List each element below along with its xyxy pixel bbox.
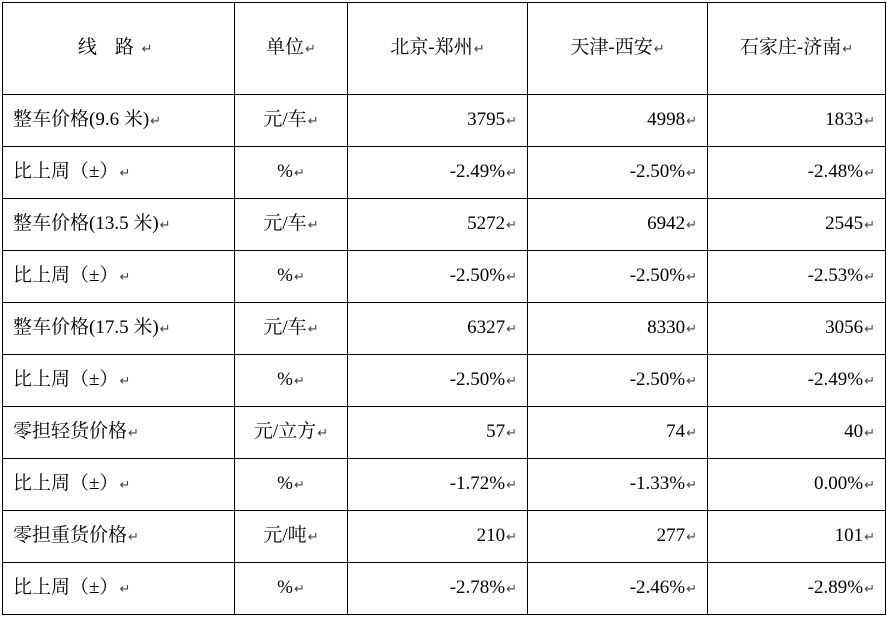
paragraph-mark-icon: ↵ <box>506 426 517 442</box>
paragraph-mark-icon: ↵ <box>119 166 131 182</box>
row-label: 整车价格(9.6 米)↵ <box>3 95 235 147</box>
row-value: -2.53%↵ <box>708 251 886 303</box>
paragraph-mark-icon: ↵ <box>128 426 139 442</box>
paragraph-mark-icon: ↵ <box>119 270 131 286</box>
paragraph-mark-icon: ↵ <box>506 530 517 546</box>
row-value: -2.50%↵ <box>348 355 528 407</box>
row-value: 101↵ <box>708 511 886 563</box>
paragraph-mark-icon: ↵ <box>864 322 875 338</box>
paragraph-mark-icon: ↵ <box>506 322 517 338</box>
paragraph-mark-icon: ↵ <box>686 114 697 130</box>
row-label: 比上周（±）↵ <box>3 147 235 199</box>
row-label: 比上周（±）↵ <box>3 251 235 303</box>
paragraph-mark-icon: ↵ <box>686 218 697 234</box>
row-unit: %↵ <box>235 563 348 615</box>
table-body <box>3 95 886 615</box>
paragraph-mark-icon: ↵ <box>506 582 517 598</box>
paragraph-mark-icon: ↵ <box>864 530 875 546</box>
table-row <box>3 407 886 459</box>
row-unit: 元/吨↵ <box>235 511 348 563</box>
row-unit: %↵ <box>235 459 348 511</box>
row-value: -2.50%↵ <box>528 251 708 303</box>
paragraph-mark-icon: ↵ <box>686 270 697 286</box>
paragraph-mark-icon: ↵ <box>686 478 697 494</box>
row-value: -2.50%↵ <box>528 147 708 199</box>
row-value: -2.50%↵ <box>348 251 528 303</box>
paragraph-mark-icon: ↵ <box>293 478 305 494</box>
paragraph-mark-icon: ↵ <box>653 42 665 58</box>
row-value: -1.33%↵ <box>528 459 708 511</box>
table-row <box>3 251 886 303</box>
paragraph-mark-icon: ↵ <box>864 166 875 182</box>
paragraph-mark-icon: ↵ <box>159 218 171 234</box>
row-value: 5272↵ <box>348 199 528 251</box>
row-value: 210↵ <box>348 511 528 563</box>
row-value: -2.89%↵ <box>708 563 886 615</box>
row-value: 1833↵ <box>708 95 886 147</box>
table-row <box>3 147 886 199</box>
row-unit: 元/车↵ <box>235 199 348 251</box>
row-label: 整车价格(17.5 米)↵ <box>3 303 235 355</box>
paragraph-mark-icon: ↵ <box>864 114 875 130</box>
table-header <box>3 3 886 95</box>
row-value: 3056↵ <box>708 303 886 355</box>
paragraph-mark-icon: ↵ <box>293 270 305 286</box>
paragraph-mark-icon: ↵ <box>128 530 139 546</box>
row-unit: 元/车↵ <box>235 95 348 147</box>
paragraph-mark-icon: ↵ <box>506 374 517 390</box>
column-header-unit: 单位↵ <box>235 3 348 95</box>
column-header-route-1: 北京-郑州↵ <box>348 3 528 95</box>
paragraph-mark-icon: ↵ <box>159 322 171 338</box>
table-row <box>3 95 886 147</box>
paragraph-mark-icon: ↵ <box>141 42 160 58</box>
row-unit: %↵ <box>235 355 348 407</box>
paragraph-mark-icon: ↵ <box>864 426 875 442</box>
paragraph-mark-icon: ↵ <box>293 582 305 598</box>
paragraph-mark-icon: ↵ <box>506 166 517 182</box>
paragraph-mark-icon: ↵ <box>307 114 319 130</box>
row-value: 2545↵ <box>708 199 886 251</box>
paragraph-mark-icon: ↵ <box>305 42 316 58</box>
row-value: -2.46%↵ <box>528 563 708 615</box>
table-row <box>3 355 886 407</box>
row-unit: %↵ <box>235 147 348 199</box>
paragraph-mark-icon: ↵ <box>307 530 319 546</box>
paragraph-mark-icon: ↵ <box>864 478 875 494</box>
row-value: -2.49%↵ <box>708 355 886 407</box>
row-label: 比上周（±）↵ <box>3 563 235 615</box>
row-label: 比上周（±）↵ <box>3 355 235 407</box>
paragraph-mark-icon: ↵ <box>864 582 875 598</box>
paragraph-mark-icon: ↵ <box>686 322 697 338</box>
paragraph-mark-icon: ↵ <box>150 114 162 130</box>
table-header-row <box>3 3 886 95</box>
row-value: -2.78%↵ <box>348 563 528 615</box>
paragraph-mark-icon: ↵ <box>864 270 875 286</box>
paragraph-mark-icon: ↵ <box>293 374 305 390</box>
column-header-route: 线 路↵ <box>3 3 235 95</box>
paragraph-mark-icon: ↵ <box>119 478 131 494</box>
row-value: 40↵ <box>708 407 886 459</box>
paragraph-mark-icon: ↵ <box>119 374 131 390</box>
paragraph-mark-icon: ↵ <box>506 114 517 130</box>
paragraph-mark-icon: ↵ <box>686 426 697 442</box>
row-value: -2.48%↵ <box>708 147 886 199</box>
paragraph-mark-icon: ↵ <box>119 582 131 598</box>
table-row <box>3 303 886 355</box>
paragraph-mark-icon: ↵ <box>506 478 517 494</box>
row-value: -2.50%↵ <box>528 355 708 407</box>
row-value: 57↵ <box>348 407 528 459</box>
table-row <box>3 563 886 615</box>
paragraph-mark-icon: ↵ <box>686 374 697 390</box>
row-value: 4998↵ <box>528 95 708 147</box>
row-unit: %↵ <box>235 251 348 303</box>
paragraph-mark-icon: ↵ <box>864 374 875 390</box>
paragraph-mark-icon: ↵ <box>686 582 697 598</box>
paragraph-mark-icon: ↵ <box>307 322 319 338</box>
paragraph-mark-icon: ↵ <box>686 530 697 546</box>
row-label: 零担轻货价格↵ <box>3 407 235 459</box>
paragraph-mark-icon: ↵ <box>842 42 854 58</box>
paragraph-mark-icon: ↵ <box>686 166 697 182</box>
paragraph-mark-icon: ↵ <box>506 218 517 234</box>
row-label: 比上周（±）↵ <box>3 459 235 511</box>
table-row <box>3 199 886 251</box>
paragraph-mark-icon: ↵ <box>293 166 305 182</box>
row-value: 74↵ <box>528 407 708 459</box>
table-row <box>3 511 886 563</box>
row-value: -1.72%↵ <box>348 459 528 511</box>
row-unit: 元/车↵ <box>235 303 348 355</box>
row-value: 277↵ <box>528 511 708 563</box>
row-value: 6942↵ <box>528 199 708 251</box>
row-value: -2.49%↵ <box>348 147 528 199</box>
paragraph-mark-icon: ↵ <box>473 42 485 58</box>
row-value: 3795↵ <box>348 95 528 147</box>
row-label: 整车价格(13.5 米)↵ <box>3 199 235 251</box>
row-label: 零担重货价格↵ <box>3 511 235 563</box>
paragraph-mark-icon: ↵ <box>307 218 319 234</box>
paragraph-mark-icon: ↵ <box>506 270 517 286</box>
column-header-route-2: 天津-西安↵ <box>528 3 708 95</box>
column-header-route-3: 石家庄-济南↵ <box>708 3 886 95</box>
document-page <box>0 2 887 632</box>
paragraph-mark-icon: ↵ <box>317 426 329 442</box>
paragraph-mark-icon: ↵ <box>864 218 875 234</box>
freight-price-table <box>2 2 886 615</box>
row-value: 6327↵ <box>348 303 528 355</box>
table-row <box>3 459 886 511</box>
row-value: 0.00%↵ <box>708 459 886 511</box>
row-value: 8330↵ <box>528 303 708 355</box>
row-unit: 元/立方↵ <box>235 407 348 459</box>
